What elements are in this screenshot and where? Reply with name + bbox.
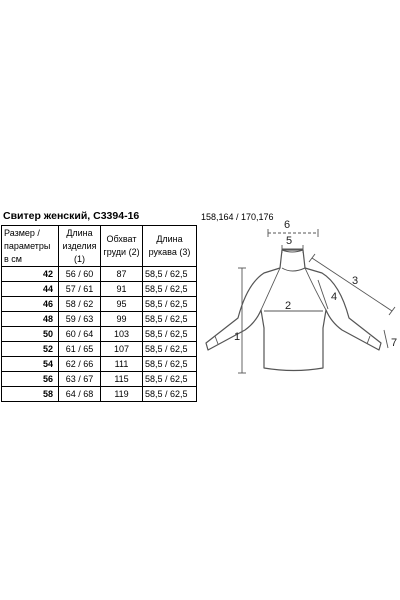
cell-size: 56 [2,372,59,387]
cell-length: 58 / 62 [59,297,101,312]
cell-sleeve: 58,5 / 62,5 [143,327,197,342]
table-row [2,387,197,402]
height-range: 158,164 / 170,176 [201,212,274,222]
table-row [2,357,197,372]
sweater-measurement-diagram [200,218,400,380]
product-title: Свитер женский, С3394-16 [3,210,140,222]
table-row [2,342,197,357]
diagram-label-3: 3 [352,275,359,287]
cell-length: 61 / 65 [59,342,101,357]
cell-sleeve: 58,5 / 62,5 [143,387,197,402]
cell-length: 57 / 61 [59,282,101,297]
cell-sleeve: 58,5 / 62,5 [143,282,197,297]
header-length: Длина изделия (1) [59,226,101,267]
cell-length: 56 / 60 [59,267,101,282]
cuff-width-line [384,330,388,348]
diagram-label-7: 7 [391,337,398,349]
cell-chest: 111 [101,357,143,372]
cell-length: 62 / 66 [59,357,101,372]
diagram-label-5: 5 [286,235,293,247]
diagram-label-4: 4 [331,291,338,303]
cell-chest: 103 [101,327,143,342]
cell-chest: 99 [101,312,143,327]
cell-chest: 119 [101,387,143,402]
cell-size: 52 [2,342,59,357]
sweater-outline [206,250,381,371]
diagram-label-6: 6 [284,219,291,231]
cell-chest: 95 [101,297,143,312]
cell-length: 64 / 68 [59,387,101,402]
cell-chest: 115 [101,372,143,387]
cell-size: 46 [2,297,59,312]
table-row [2,327,197,342]
diagram-label-2: 2 [285,300,292,312]
cell-size: 44 [2,282,59,297]
cell-size: 50 [2,327,59,342]
cell-sleeve: 58,5 / 62,5 [143,312,197,327]
cell-size: 48 [2,312,59,327]
table-row [2,282,197,297]
table-header-row [2,226,197,267]
header-size: Размер / параметры в см [2,226,59,267]
cell-size: 42 [2,267,59,282]
cell-sleeve: 58,5 / 62,5 [143,267,197,282]
cell-chest: 91 [101,282,143,297]
sleeve-tick-bottom [389,307,395,315]
cell-chest: 107 [101,342,143,357]
sleeve-tick-top [309,254,315,262]
table-row [2,267,197,282]
header-chest: Обхват груди (2) [101,226,143,267]
cell-sleeve: 58,5 / 62,5 [143,297,197,312]
header-sleeve: Длина рукава (3) [143,226,197,267]
cell-size: 54 [2,357,59,372]
cell-sleeve: 58,5 / 62,5 [143,342,197,357]
table-row [2,372,197,387]
diagram-label-1: 1 [234,331,241,343]
table-row [2,297,197,312]
cell-size: 58 [2,387,59,402]
cell-length: 60 / 64 [59,327,101,342]
cell-sleeve: 58,5 / 62,5 [143,357,197,372]
table-row [2,312,197,327]
cell-length: 63 / 67 [59,372,101,387]
cell-chest: 87 [101,267,143,282]
size-chart-table [1,225,197,402]
cell-sleeve: 58,5 / 62,5 [143,372,197,387]
cell-length: 59 / 63 [59,312,101,327]
